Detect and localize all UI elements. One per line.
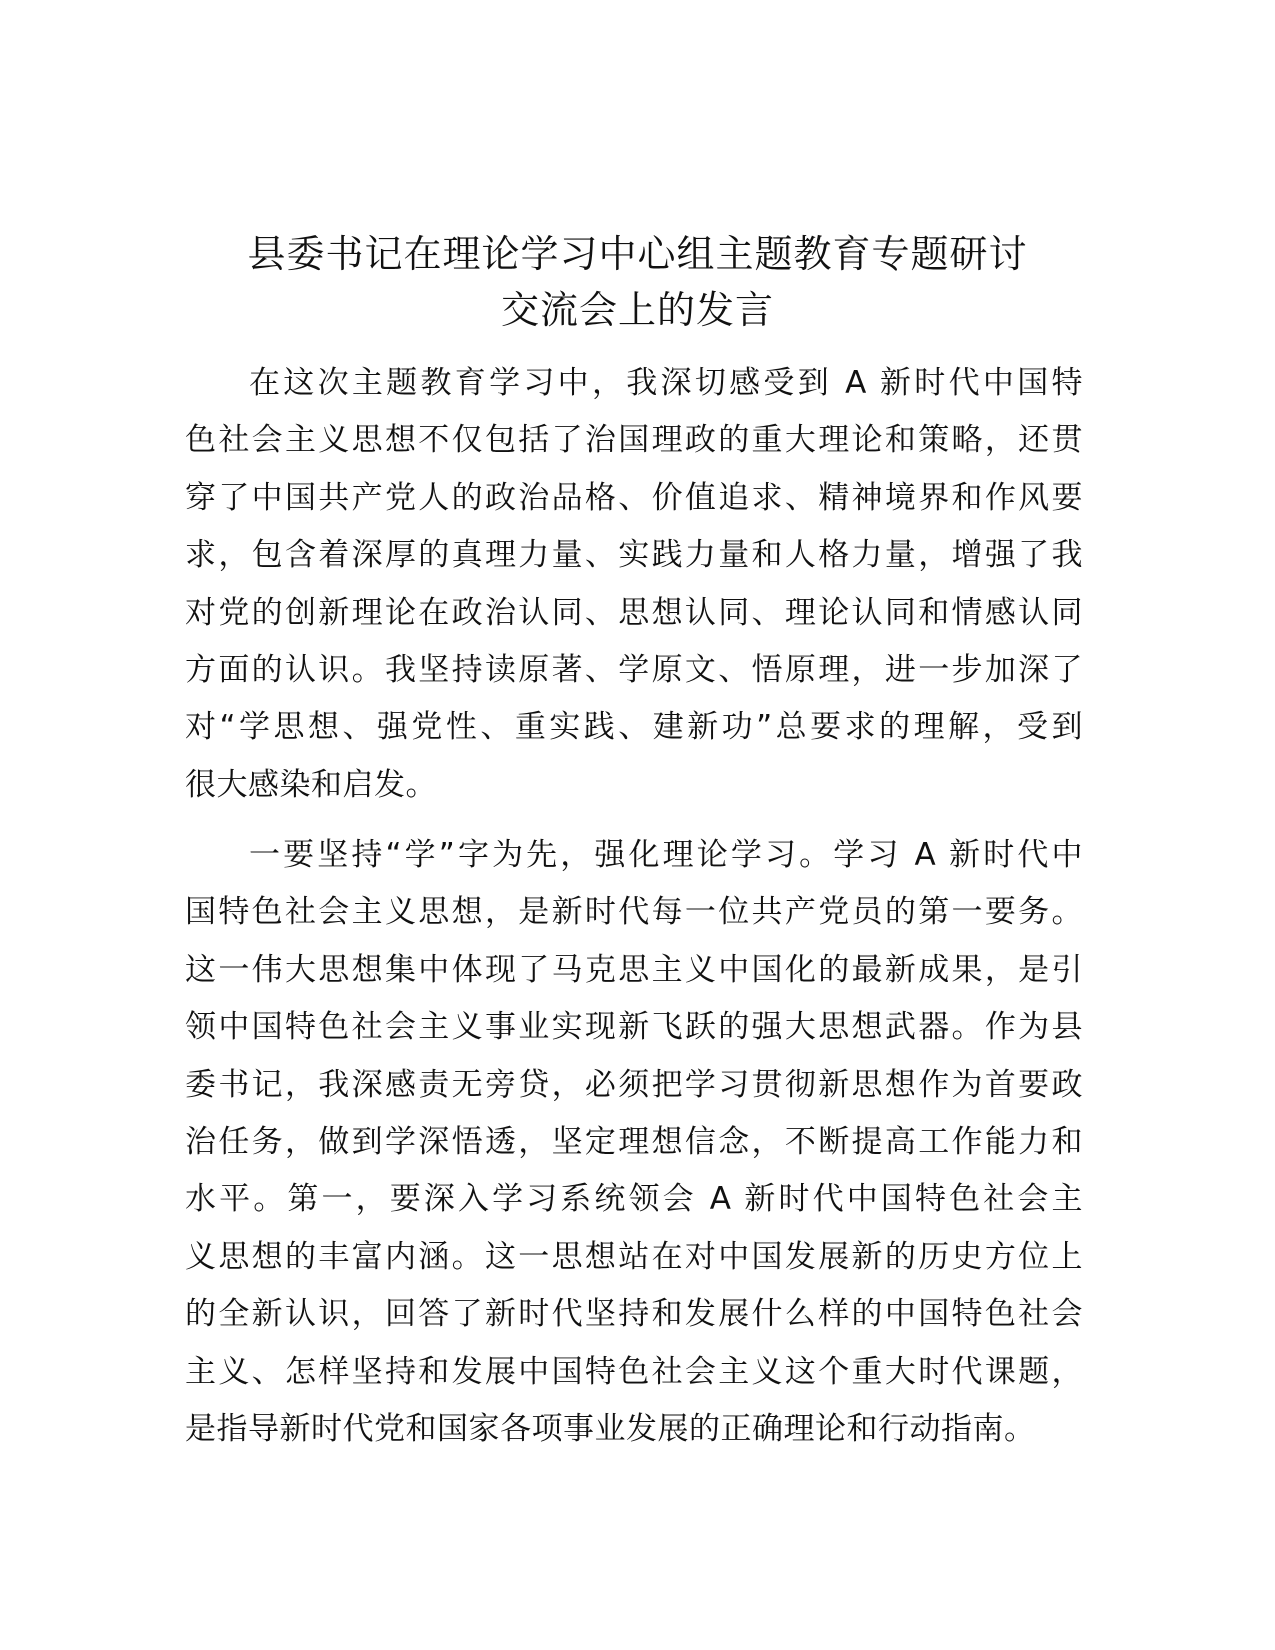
paragraph-line: 水平。第一，要深入学习系统领会 A 新时代中国特色社会主	[185, 1181, 1083, 1218]
title-line-1: 县委书记在理论学习中心组主题教育专题研讨	[247, 232, 1028, 276]
paragraph-line: 一要坚持“学”字为先，强化理论学习。学习 A 新时代中	[249, 837, 1083, 873]
title-line-2: 交流会上的发言	[500, 288, 774, 332]
paragraph-line: 治任务，做到学深悟透，坚定理想信念，不断提高工作能力和	[185, 1124, 1083, 1161]
paragraph-2	[185, 827, 1083, 1458]
paragraph-line: 的全新认识，回答了新时代坚持和发展什么样的中国特色社会	[185, 1296, 1083, 1333]
paragraph-line: 对党的创新理论在政治认同、思想认同、理论认同和情感认同	[185, 594, 1083, 631]
paragraph-line: 主义、怎样坚持和发展中国特色社会主义这个重大时代课题，	[185, 1353, 1083, 1390]
paragraph-line: 委书记，我深感责无旁贷，必须把学习贯彻新思想作为首要政	[185, 1066, 1083, 1103]
paragraph-line: 方面的认识。我坚持读原著、学原文、悟原理，进一步加深了	[185, 652, 1083, 689]
paragraph-line: 求，包含着深厚的真理力量、实践力量和人格力量，增强了我	[185, 537, 1083, 574]
paragraph-line: 色社会主义思想不仅包括了治国理政的重大理论和策略，还贯	[185, 422, 1083, 459]
paragraph-line: 是指导新时代党和国家各项事业发展的正确理论和行动指南。	[185, 1411, 1036, 1448]
paragraph-line: 对“学思想、强党性、重实践、建新功”总要求的理解，受到	[185, 709, 1083, 746]
paragraph-line: 穿了中国共产党人的政治品格、价值追求、精神境界和作风要	[185, 479, 1083, 516]
paragraph-line: 义思想的丰富内涵。这一思想站在对中国发展新的历史方位上	[185, 1238, 1083, 1275]
document-title	[150, 226, 1125, 338]
paragraph-line: 这一伟大思想集中体现了马克思主义中国化的最新成果，是引	[185, 951, 1083, 988]
paragraph-line: 领中国特色社会主义事业实现新飞跃的强大思想武器。作为县	[185, 1009, 1083, 1046]
paragraph-line: 国特色社会主义思想，是新时代每一位共产党员的第一要务。	[185, 894, 1083, 931]
paragraph-line: 在这次主题教育学习中，我深切感受到 A 新时代中国特	[249, 365, 1083, 401]
paragraph-line: 很大感染和启发。	[185, 766, 437, 803]
paragraph-1	[185, 355, 1083, 814]
